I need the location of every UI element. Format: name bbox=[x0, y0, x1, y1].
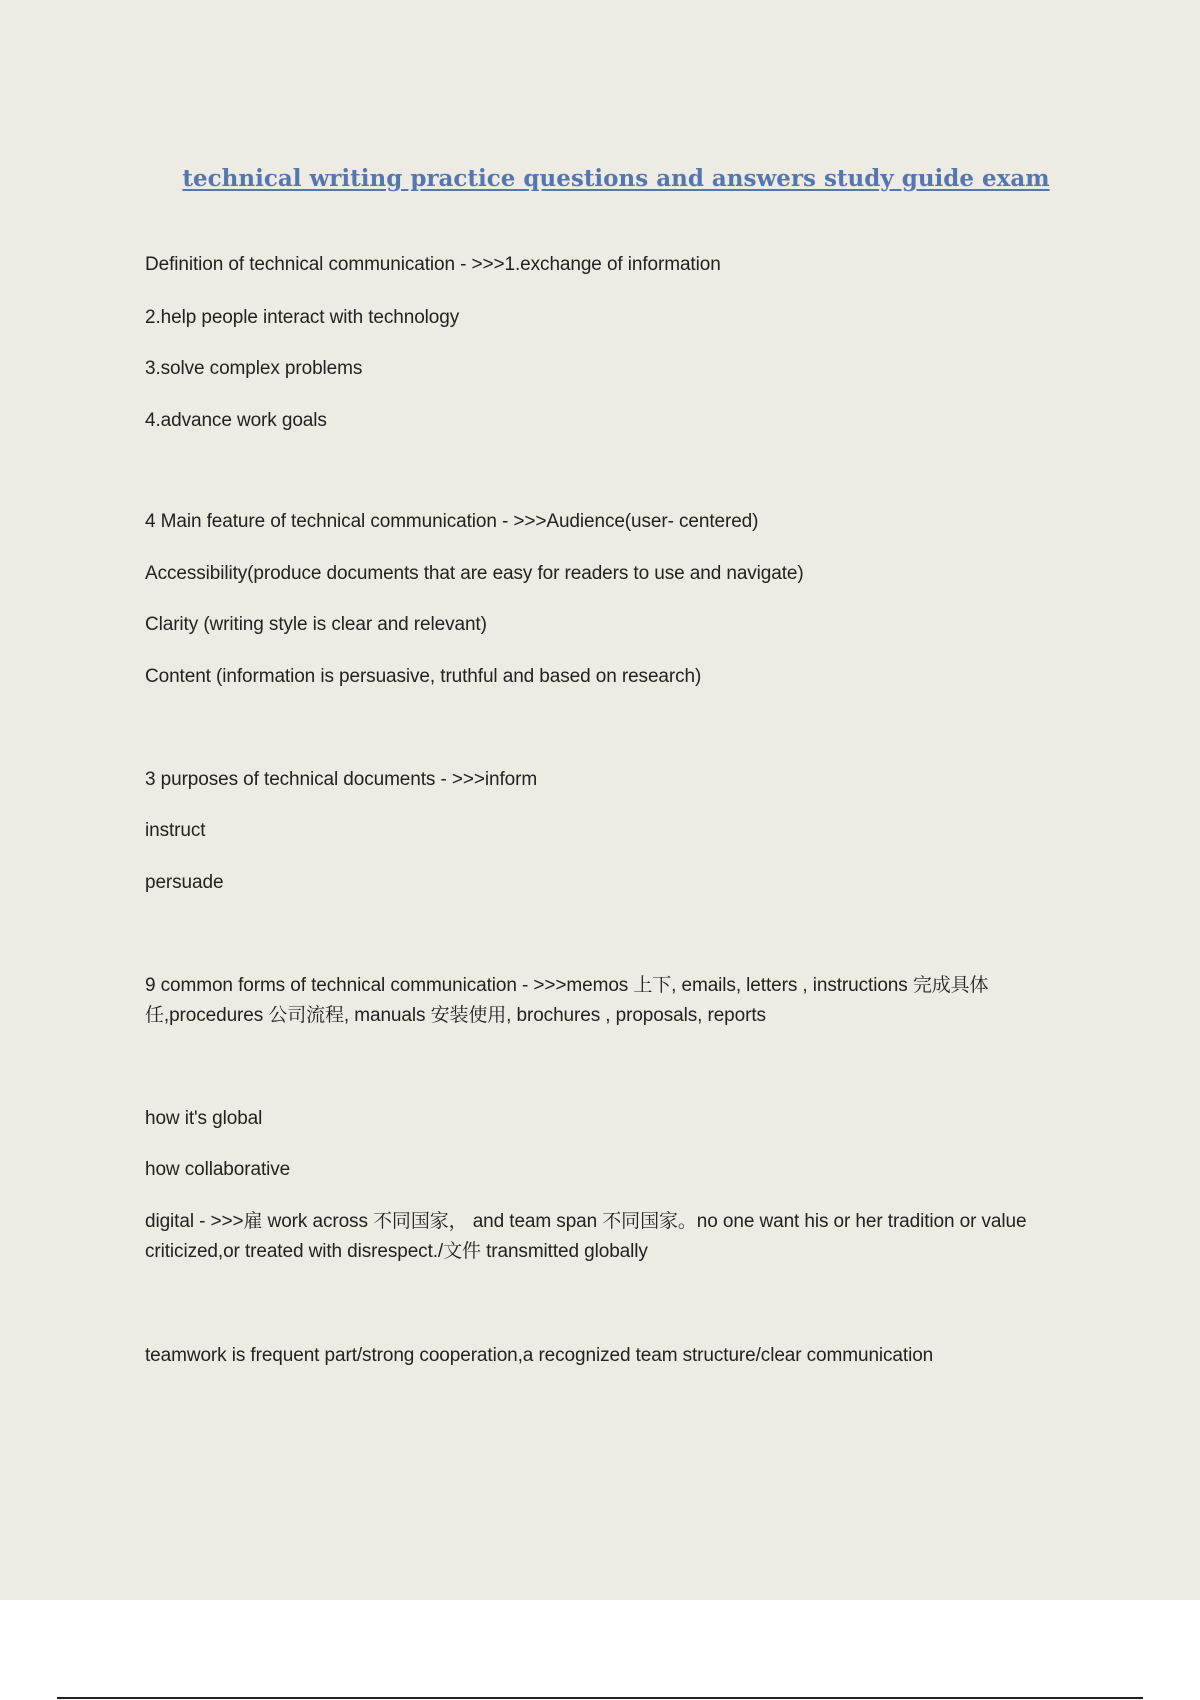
text-line-main-feature: 4 Main feature of technical communication - >>>Audience(user- centered) bbox=[145, 511, 759, 532]
text-line: Clarity (writing style is clear and relevant) bbox=[145, 614, 487, 635]
document-title: technical writing practice questions and answers study guide exam bbox=[182, 165, 1050, 192]
text-line: how collaborative bbox=[145, 1159, 291, 1180]
text-line-definition: Definition of technical communication - >>>1.exchange of information bbox=[145, 254, 721, 275]
text-line: instruct bbox=[145, 820, 206, 841]
text-line: persuade bbox=[145, 872, 224, 893]
text-line-digital: digital - >>>雇 work across 不同国家， and team span 不同国家。no one want his or her tradition or value criticized,or treated with disrespect./文件 transmitted globally bbox=[145, 1211, 1027, 1262]
footer-divider bbox=[57, 1697, 1143, 1699]
text-line-common-forms: 9 common forms of technical communication - >>>memos 上下, emails, letters , instructions 完成具体任,procedures 公司流程, manuals 安装使用, brochures , proposals, reports bbox=[145, 975, 989, 1026]
text-line-teamwork: teamwork is frequent part/strong cooperation,a recognized team structure/clear communication bbox=[145, 1345, 934, 1366]
text-line: Accessibility(produce documents that are easy for readers to use and navigate) bbox=[145, 563, 804, 584]
text-line: 4.advance work goals bbox=[145, 410, 327, 431]
text-line: 3.solve complex problems bbox=[145, 358, 363, 379]
text-line: 2.help people interact with technology bbox=[145, 307, 460, 328]
text-line: Content (information is persuasive, truthful and based on research) bbox=[145, 666, 702, 687]
text-line: how it's global bbox=[145, 1108, 263, 1129]
text-line-purposes: 3 purposes of technical documents - >>>inform bbox=[145, 769, 538, 790]
